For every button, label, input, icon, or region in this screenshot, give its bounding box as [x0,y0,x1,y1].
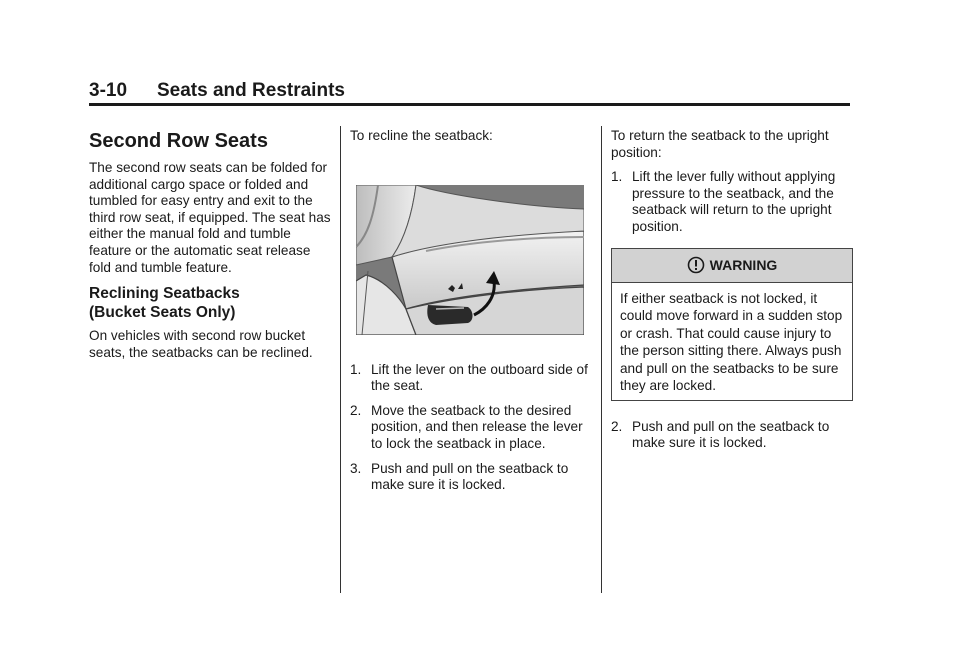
upright-step-2 [611,419,853,452]
subsection-heading [89,284,334,322]
recline-step-2 [350,403,590,453]
seat-illustration-svg [356,185,584,335]
recline-step-3 [350,461,590,494]
recline-step-1 [350,362,590,395]
step-number: 2. [611,418,623,434]
warning-box [611,248,853,401]
page-number: 3-10 [89,80,128,101]
column-divider-2 [601,126,602,593]
step-text: Lift the lever on the outboard side of the seat. [371,361,588,394]
intro-paragraph: The second row seats can be folded for additional cargo space or folded and tumbled for easy entry and exit to the third row seat, if equipped. The seat has either the manual fold and tumble feature or the automatic seat release fold and tumble feature. [89,160,331,275]
warning-title: WARNING [709,256,778,273]
step-text: Lift the lever fully without applying pressure to the seatback, and the seatback will return to the upright position. [632,169,836,234]
step-number: 3. [350,460,362,476]
step-number: 2. [350,402,362,418]
subsection-paragraph: On vehicles with second row bucket seats, the seatbacks can be reclined. [89,328,313,360]
warning-body: If either seatback is not locked, it could move forward in a sudden stop or crash. That could cause injury to the person sitting there. Always push and pull on the seatbacks to be sure they are locked. [620,290,843,394]
step-number: 1. [611,169,623,185]
subsection-heading-line2: (Bucket Seats Only) [89,304,236,322]
recline-intro: To recline the seatback: [350,128,493,143]
seat-lever-illustration [356,185,584,335]
column-1 [89,128,334,369]
subsection-heading-line1: Reclining Seatbacks [89,285,240,303]
column-2 [350,128,590,502]
upright-step-1 [611,169,853,235]
column-divider-1 [340,126,341,593]
warning-header [612,249,852,283]
warning-icon [687,256,705,274]
section-heading: Second Row Seats [89,130,268,152]
step-text: Move the seatback to the desired position, and then release the lever to lock the seatback in place. [371,402,583,451]
chapter-title: Seats and Restraints [157,80,345,101]
column-3 [611,128,853,460]
step-text: Push and pull on the seatback to make sure it is locked. [371,460,569,493]
step-number: 1. [350,361,362,377]
upright-intro: To return the seatback to the upright position: [611,128,829,160]
step-text: Push and pull on the seatback to make sure it is locked. [632,418,830,451]
header-rule [89,103,850,106]
